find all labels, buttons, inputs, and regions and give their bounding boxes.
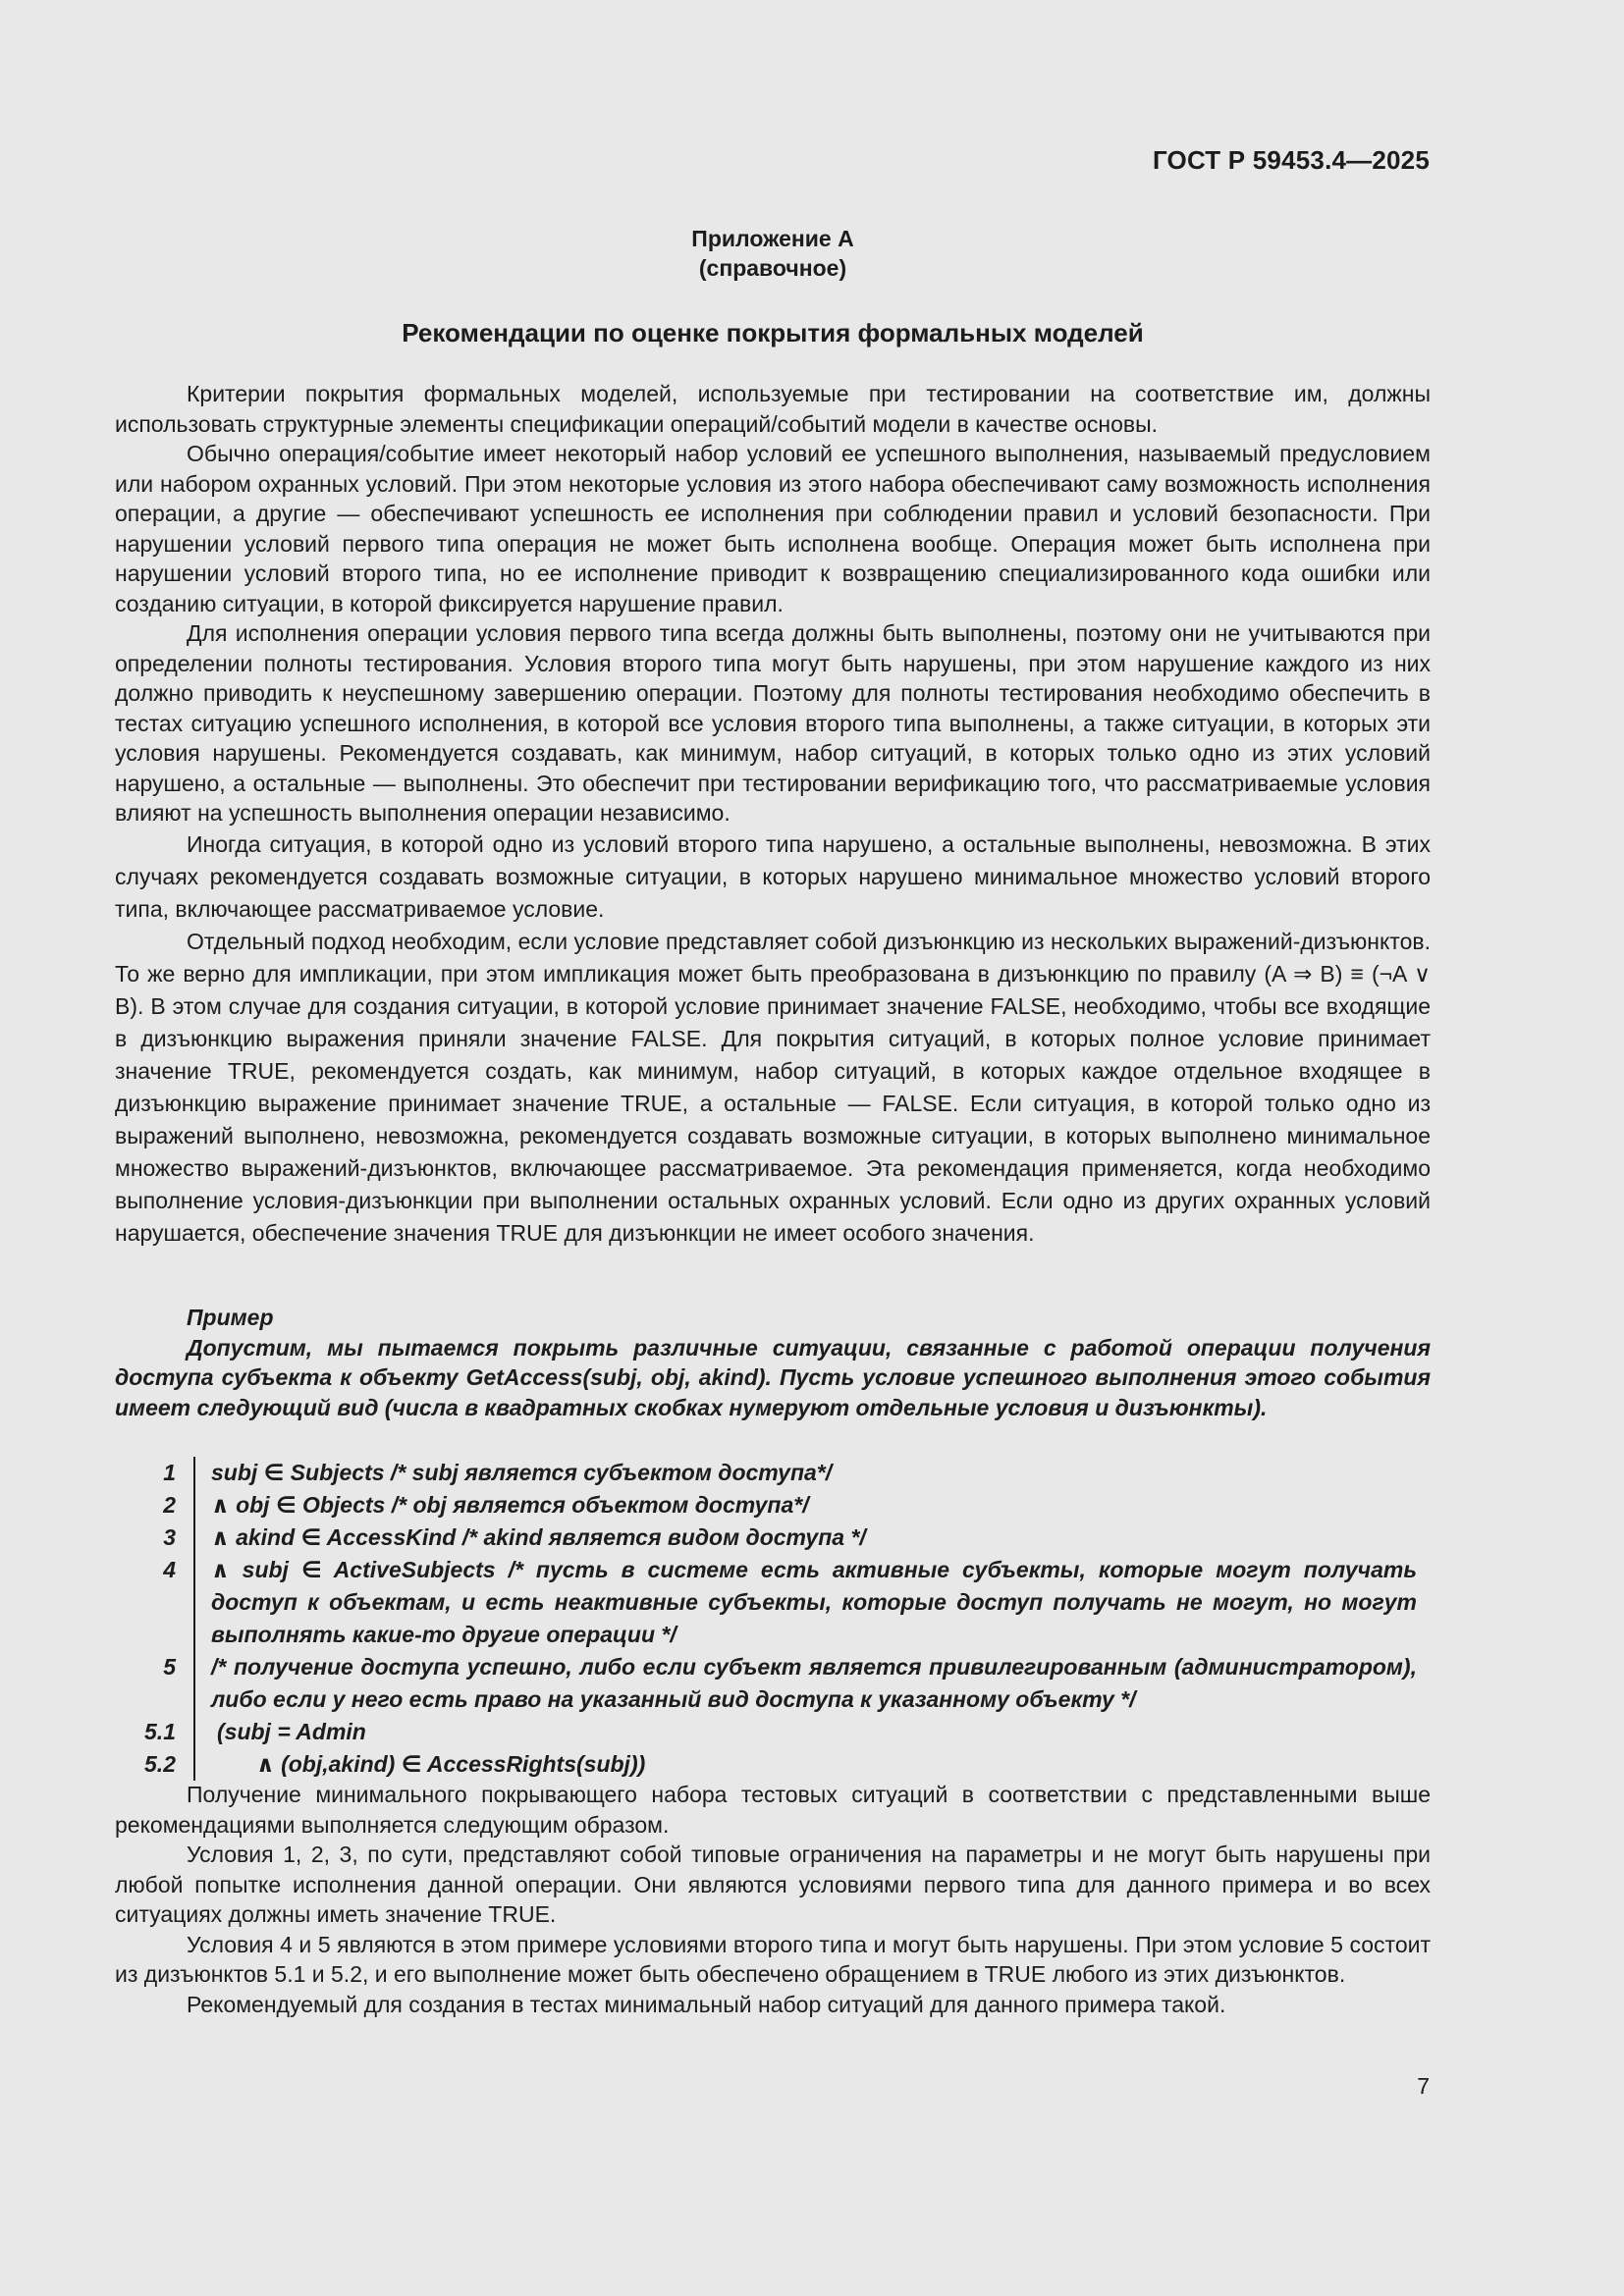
condition-number: 5 (163, 1654, 176, 1680)
condition-text-wrapper (193, 1716, 1431, 1748)
condition-number: 2 (163, 1492, 176, 1518)
paragraph: Условия 1, 2, 3, по сути, представляют собой типовые ограничения на параметры и не могут быть нарушены при любой попытке исполнения данной операции. Они являются условиями первого типа для данного примера и во всех ситуациях должны иметь значение TRUE. (115, 1842, 1431, 1927)
paragraph: Условия 4 и 5 являются в этом примере условиями второго типа и могут быть нарушены. При этом условие 5 состоит из дизъюнктов 5.1 и 5.2, и его выполнение может быть обеспечено обращением в TRUE любого из этих дизъюнктов. (115, 1931, 1431, 1987)
example-intro: Допустим, мы пытаемся покрыть различные ситуации, связанные с работой операции получения доступа субъекта к объекту GetAccess(subj, obj, akind). Пусть условие успешного выполнения этого события имеет следующий вид (числа в квадратных скобках нумеруют отдельные условия и дизъюнкты). (115, 1334, 1431, 1420)
appendix-kind: (справочное) (698, 255, 847, 281)
condition-text: subj ∈ Subjects /* subj является субъектом доступа*/ (193, 1457, 1431, 1489)
page-number: 7 (1417, 2073, 1430, 2099)
example-block (115, 1303, 1431, 1422)
paragraph: Иногда ситуация, в которой одно из условий второго типа нарушено, а остальные выполнены, невозможна. В этих случаях рекомендуется создавать возможные ситуации, в которых нарушено минимальное множество условий второго типа, включающее рассматриваемое условие. (115, 830, 1431, 922)
condition-row (115, 1457, 1431, 1489)
body-section-a (115, 379, 1431, 1250)
condition-text: ∧ subj ∈ ActiveSubjects /* пусть в системе есть активные субъекты, которые могут получать доступ к объектам, и есть неактивные субъекты, которые доступ получать не могут, но могут выполнять какие-то другие операции */ (193, 1554, 1431, 1651)
condition-text-wrapper (193, 1748, 1431, 1781)
condition-number: 3 (163, 1524, 176, 1550)
condition-row (115, 1522, 1431, 1554)
condition-number: 5.1 (144, 1719, 176, 1744)
document-code: ГОСТ Р 59453.4—2025 (1152, 145, 1430, 175)
paragraph: Отдельный подход необходим, если условие представляет собой дизъюнкцию из нескольких выражений-дизъюнктов. То же верно для импликации, при этом импликация может быть преобразована в дизъюнкцию по правилу (A ⇒ B) ≡ (¬A ∨ B). В этом случае для создания ситуации, в которой условие принимает значение FALSE, необходимо, чтобы все входящие в дизъюнкцию выражения приняли значение FALSE. Для покрытия ситуаций, в которых полное условие принимает значение TRUE, рекомендуется создать, как минимум, набор ситуаций, в которых каждое отдельное входящее в дизъюнкцию выражение принимает значение TRUE, а остальные — FALSE. Если ситуация, в которой только одно из выражений выполнено, невозможна, рекомендуется создавать возможные ситуации, в которых выполнено минимальное множество выражений-дизъюнктов, включающее рассматриваемое. Эта рекомендация применяется, когда необходимо выполнение условия-дизъюнкции при выполнении остальных охранных условий. Если одно из других охранных условий нарушается, обеспечение значения TRUE для дизъюнкции не имеет особого значения. (115, 928, 1431, 1246)
condition-number: 4 (163, 1557, 176, 1582)
paragraph: Получение минимального покрывающего набора тестовых ситуаций в соответствии с представленными выше рекомендациями выполняется следующим образом. (115, 1782, 1431, 1838)
condition-row (115, 1554, 1431, 1651)
body-section-b (115, 1780, 1431, 2019)
paragraph: Обычно операция/событие имеет некоторый набор условий ее успешного выполнения, называемый предусловием или набором охранных условий. При этом некоторые условия из этого набора обеспечивают саму возможность исполнения операции, а другие — обеспечивают успешность ее исполнения при соблюдении правил и условий безопасности. При нарушении условий первого типа операция не может быть исполнена вообще. Операция может быть исполнена при нарушении условий второго типа, но ее исполнение приводит к возвращению специализированного кода ошибки или созданию ситуации, в которой фиксируется нарушение правил. (115, 441, 1431, 616)
example-heading: Пример (187, 1305, 274, 1330)
section-title: Рекомендации по оценке покрытия формальных моделей (402, 318, 1144, 347)
paragraph: Рекомендуемый для создания в тестах минимальный набор ситуаций для данного примера такой. (187, 1991, 1226, 2017)
condition-text: ∧ akind ∈ AccessKind /* akind является видом доступа */ (193, 1522, 1431, 1554)
condition-list (115, 1457, 1431, 1781)
condition-text: ∧ (obj,akind) ∈ AccessRights(subj)) (256, 1751, 646, 1777)
condition-text: (subj = Admin (217, 1719, 366, 1744)
condition-row (115, 1651, 1431, 1716)
condition-number: 5.2 (144, 1751, 176, 1777)
paragraph: Критерии покрытия формальных моделей, используемые при тестировании на соответствие им, должны использовать структурные элементы спецификации операций/событий модели в качестве основы. (115, 381, 1431, 437)
condition-number: 1 (163, 1460, 176, 1485)
condition-text: ∧ obj ∈ Objects /* obj является объектом доступа*/ (193, 1489, 1431, 1522)
condition-text: /* получение доступа успешно, либо если субъект является привилегированным (администратором), либо если у него есть право на указанный вид доступа к указанному объекту */ (193, 1651, 1431, 1716)
condition-row (115, 1489, 1431, 1522)
paragraph: Для исполнения операции условия первого типа всегда должны быть выполнены, поэтому они не учитываются при определении полноты тестирования. Условия второго типа могут быть нарушены, при этом нарушение каждого из них должно приводить к неуспешному завершению операции. Поэтому для полноты тестирования необходимо обеспечить в тестах ситуацию успешного исполнения, в которой все условия второго типа выполнены, а также ситуации, в которых эти условия нарушены. Рекомендуется создавать, как минимум, набор ситуаций, в которых только одно из этих условий нарушено, а остальные — выполнены. Это обеспечит при тестировании верификацию того, что рассматриваемые условия влияют на успешность выполнения операции независимо. (115, 620, 1431, 826)
condition-row (115, 1748, 1431, 1781)
appendix-title: Приложение А (691, 226, 854, 251)
condition-row (115, 1716, 1431, 1748)
